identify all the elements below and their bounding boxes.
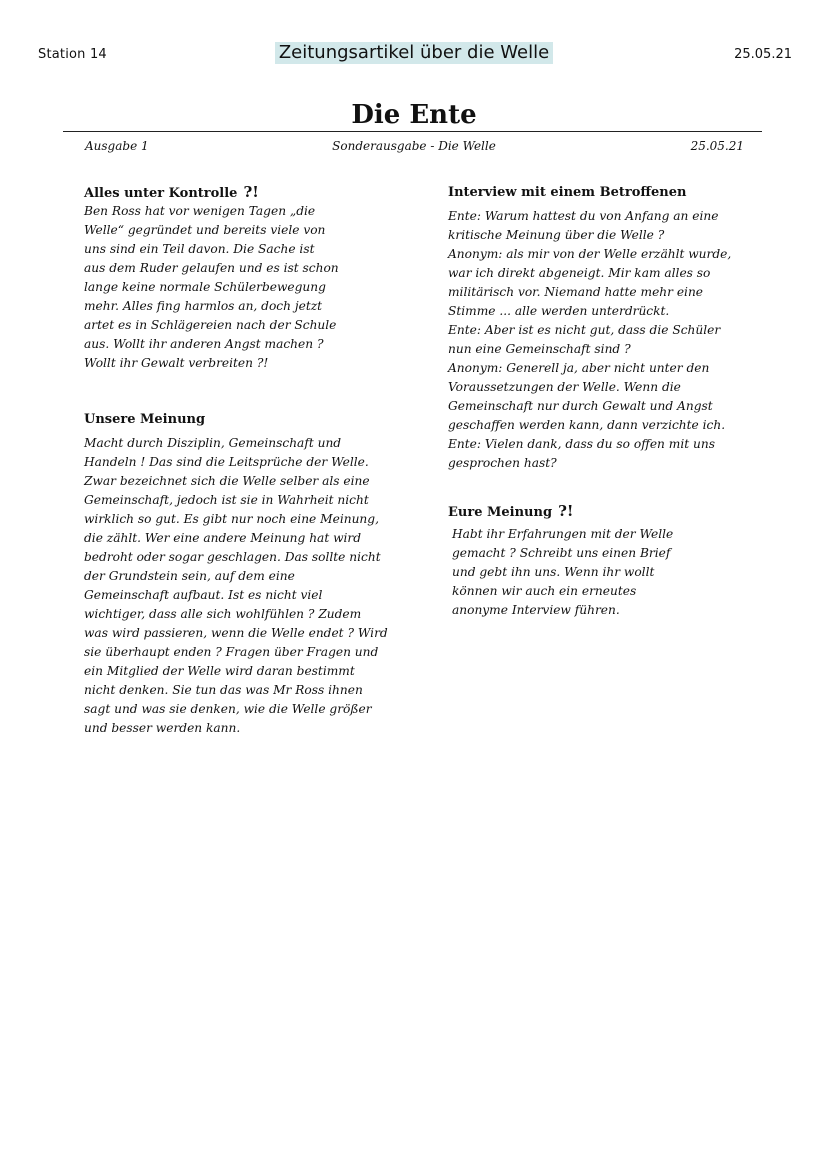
text-line: die zählt. Wer eine andere Meinung hat wird: [84, 531, 362, 545]
text-line: Anonym: Generell ja, aber nicht unter den: [448, 361, 710, 375]
text-line: Welle“ gegründet und bereits viele von: [84, 223, 326, 237]
text-line: Gemeinschaft, jedoch ist sie in Wahrheit nicht: [84, 493, 369, 507]
text-line: lange keine normale Schülerbewegung: [84, 280, 326, 294]
article-control-body: [84, 202, 339, 373]
masthead-divider: [63, 131, 762, 132]
article-control-title: Alles unter Kontrolle: [84, 186, 238, 201]
text-line: mehr. Alles fing harmlos an, doch jetzt: [84, 299, 323, 313]
article-opinion-body: [84, 434, 388, 738]
text-line: militärisch vor. Niemand hatte mehr eine: [448, 285, 704, 299]
worksheet-title-text: Zeitungsartikel über die Welle: [275, 42, 553, 64]
text-line: bedroht oder sogar geschlagen. Das sollte nicht: [84, 550, 381, 564]
text-line: was wird passieren, wenn die Welle endet ? Wird: [84, 626, 388, 640]
issue-number: Ausgabe 1: [85, 139, 149, 153]
text-line: anonyme Interview führen.: [452, 603, 620, 617]
text-line: artet es in Schlägereien nach der Schule: [84, 318, 337, 332]
text-line: Stimme ... alle werden unterdrückt.: [448, 304, 670, 318]
text-line: Ben Ross hat vor wenigen Tagen „die: [84, 204, 316, 218]
article-your-opinion-mark: ?!: [558, 502, 574, 520]
article-control-heading: [84, 183, 259, 203]
text-line: gesprochen hast?: [448, 456, 557, 470]
text-line: wichtiger, dass alle sich wohlfühlen ? Zudem: [84, 607, 362, 621]
text-line: nicht denken. Sie tun das was Mr Ross ihnen: [84, 683, 363, 697]
article-control-mark: ?!: [243, 183, 259, 201]
text-line: Voraussetzungen der Welle. Wenn die: [448, 380, 681, 394]
text-line: der Grundstein sein, auf dem eine: [84, 569, 295, 583]
text-line: Anonym: als mir von der Welle erzählt wurde,: [448, 247, 732, 261]
text-line: Gemeinschaft aufbaut. Ist es nicht viel: [84, 588, 323, 602]
text-line: Ente: Aber ist es nicht gut, dass die Schüler: [448, 323, 721, 337]
text-line: und gebt ihn uns. Wenn ihr wollt: [452, 565, 655, 579]
text-line: sie überhaupt enden ? Fragen über Fragen und: [84, 645, 379, 659]
text-line: sagt und was sie denken, wie die Welle größer: [84, 702, 372, 716]
article-your-opinion-heading: [448, 502, 573, 522]
article-interview-heading: Interview mit einem Betroffenen: [448, 185, 687, 200]
text-line: war ich direkt abgeneigt. Mir kam alles so: [448, 266, 711, 280]
text-line: Gemeinschaft nur durch Gewalt und Angst: [448, 399, 713, 413]
text-line: Wollt ihr Gewalt verbreiten ?!: [84, 356, 269, 370]
worksheet-title: [0, 42, 828, 64]
header-date: 25.05.21: [734, 47, 792, 62]
text-line: Zwar bezeichnet sich die Welle selber als eine: [84, 474, 370, 488]
text-line: nun eine Gemeinschaft sind ?: [448, 342, 631, 356]
text-line: Ente: Vielen dank, dass du so offen mit uns: [448, 437, 715, 451]
text-line: Ente: Warum hattest du von Anfang an eine: [448, 209, 719, 223]
issue-date: 25.05.21: [690, 139, 744, 153]
text-line: uns sind ein Teil davon. Die Sache ist: [84, 242, 315, 256]
text-line: Macht durch Disziplin, Gemeinschaft und: [84, 436, 342, 450]
text-line: können wir auch ein erneutes: [452, 584, 637, 598]
article-interview-body: [448, 207, 731, 473]
text-line: wirklich so gut. Es gibt nur noch eine Meinung,: [84, 512, 379, 526]
newspaper-name: Die Ente: [351, 100, 477, 130]
text-line: Habt ihr Erfahrungen mit der Welle: [452, 527, 674, 541]
text-line: aus. Wollt ihr anderen Angst machen ?: [84, 337, 324, 351]
text-line: kritische Meinung über die Welle ?: [448, 228, 665, 242]
article-your-opinion-body: [452, 525, 673, 620]
station-label: Station 14: [38, 47, 107, 62]
text-line: geschaffen werden kann, dann verzichte ich.: [448, 418, 726, 432]
text-line: Handeln ! Das sind die Leitsprüche der Welle.: [84, 455, 369, 469]
text-line: gemacht ? Schreibt uns einen Brief: [452, 546, 671, 560]
article-your-opinion-title: Eure Meinung: [448, 505, 553, 520]
text-line: und besser werden kann.: [84, 721, 241, 735]
article-opinion-heading: Unsere Meinung: [84, 412, 206, 427]
edition-label: Sonderausgabe - Die Welle: [332, 139, 496, 153]
text-line: ein Mitglied der Welle wird daran bestimmt: [84, 664, 355, 678]
text-line: aus dem Ruder gelaufen und es ist schon: [84, 261, 339, 275]
